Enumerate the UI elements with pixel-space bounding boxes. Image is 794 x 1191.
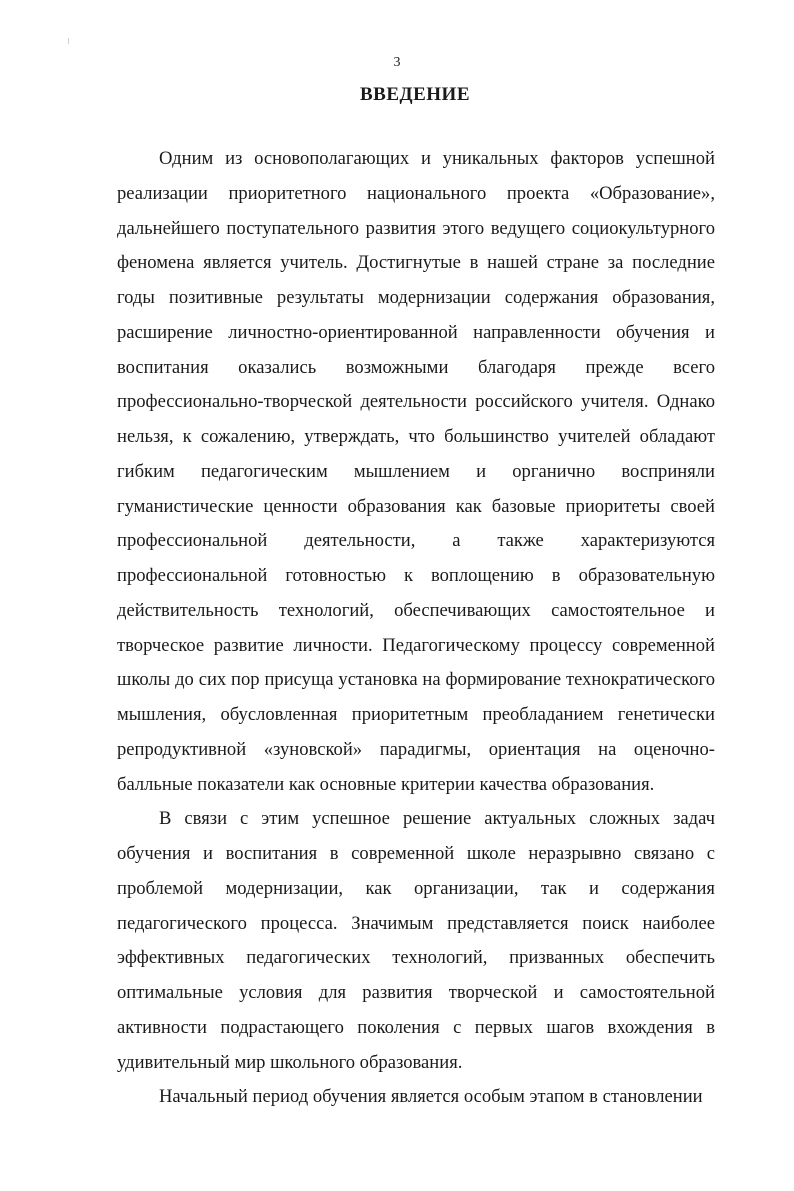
body-text <box>117 142 715 1115</box>
paragraph-1: Одним из основополагающих и уникальных факторов успешной реализации приоритетного национального проекта «Образование», дальнейшего поступательного развития этого ведущего социокультурного феномена является учитель. Достигнутые в нашей стране за последние годы позитивные результаты модернизации содержания образования, расширение личностно-ориентированной направленности обучения и воспитания оказались возможными благодаря прежде всего профессионально-творческой деятельности российского учителя. Однако нельзя, к сожалению, утверждать, что большинство учителей обладают гибким педагогическим мышлением и органично восприняли гуманистические ценности образования как базовые приоритеты своей профессиональной деятельности, а также характеризуются профессиональной готовностью к воплощению в образовательную действительность технологий, обеспечивающих самостоятельное и творческое развитие личности. Педагогическому процессу современной школы до сих пор присуща установка на формирование технократического мышления, обусловленная приоритетным преобладанием генетически репродуктивной «зуновской» парадигмы, ориентация на оценочно-балльные показатели как основные критерии качества образования. <box>117 148 715 795</box>
paragraph-2: В связи с этим успешное решение актуальных сложных задач обучения и воспитания в современной школе неразрывно связано с проблемой модернизации, как организации, так и содержания педагогического процесса. Значимым представляется поиск наиболее эффективных педагогических технологий, призванных обеспечить оптимальные условия для развития творческой и самостоятельной активности подрастающего поколения с первых шагов вхождения в удивительный мир школьного образования. <box>117 808 715 1073</box>
page-number: 3 <box>393 55 401 70</box>
scan-mark <box>68 38 69 44</box>
paragraph-3: Начальный период обучения является особым этапом в становлении <box>159 1086 703 1108</box>
section-heading: ВВЕДЕНИЕ <box>360 84 470 105</box>
